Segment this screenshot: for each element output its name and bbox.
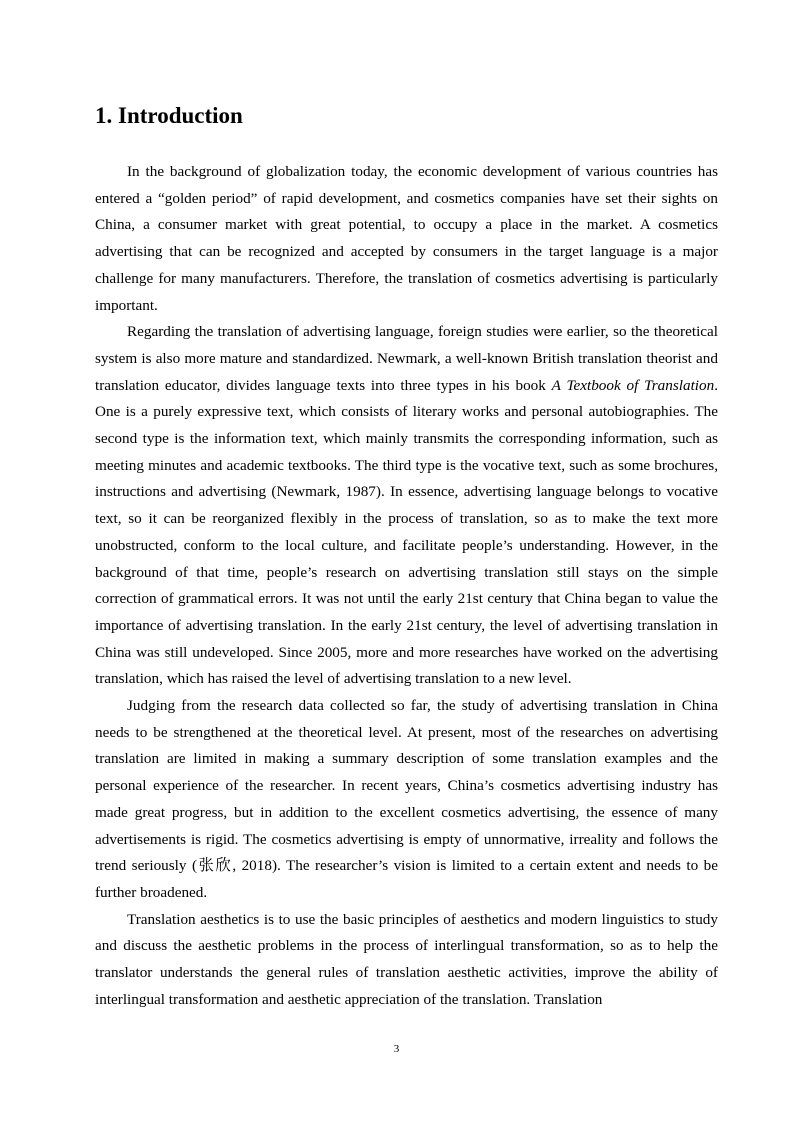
paragraph-text-before-title: Regarding the translation of advertising language, foreign studies were earlier, so the theoretical system is also more mature and standardized. Newmark, a well-known British translation theorist and translation educator, divides language texts into three types in his book	[95, 323, 718, 394]
paragraph-advertising-translation	[95, 319, 718, 693]
page-number: 3	[393, 1043, 400, 1055]
paragraph-translation-aesthetics: Translation aesthetics is to use the basic principles of aesthetics and modern linguistics to study and discuss the aesthetic problems in the process of interlingual transformation, so as to help the translator understands the general rules of translation aesthetic activities, improve the ability of interlingual transformation and aesthetic appreciation of the translation. Translation	[95, 910, 718, 1008]
paragraph-research-data: Judging from the research data collected so far, the study of advertising translation in China needs to be strengthened at the theoretical level. At present, most of the researches on advertising translation are limited in making a summary description of some translation examples and the personal experience of the researcher. In recent years, China’s cosmetics advertising industry has made great progress, but in addition to the excellent cosmetics advertising, the essence of many advertisements is rigid. The cosmetics advertising is empty of unnormative, irreality and follows the trend seriously (张欣, 2018). The researcher’s vision is limited to a certain extent and needs to be further broadened.	[95, 697, 718, 901]
paragraph-text-after-title: . One is a purely expressive text, which consists of literary works and personal autobiographies. The second type is the information text, which mainly transmits the corresponding information, such as meeting minutes and academic textbooks. The third type is the vocative text, such as some brochures, instructions and advertising (Newmark, 1987). In essence, advertising language belongs to vocative text, so it can be reorganized flexibly in the process of translation, so as to make the text more unobstructed, conform to the local culture, and facilitate people’s understanding. However, in the background of that time, people’s research on advertising translation still stays on the simple correction of grammatical errors. It was not until the early 21st century that China began to value the importance of advertising translation. In the early 21st century, the level of advertising translation in China was still undeveloped. Since 2005, more and more researches have worked on the advertising translation, which has raised the level of advertising translation to a new level.	[95, 376, 718, 688]
body-text	[95, 159, 718, 1014]
section-heading: 1. Introduction	[95, 103, 243, 128]
paragraph-globalization: In the background of globalization today, the economic development of various countries has entered a “golden period” of rapid development, and cosmetics companies have set their sights on China, a consumer market with great potential, to occupy a place in the market. A cosmetics advertising that can be recognized and accepted by consumers in the target language is a major challenge for many manufacturers. Therefore, the translation of cosmetics advertising is particularly important.	[95, 163, 718, 314]
book-title: A Textbook of Translation	[551, 376, 715, 394]
